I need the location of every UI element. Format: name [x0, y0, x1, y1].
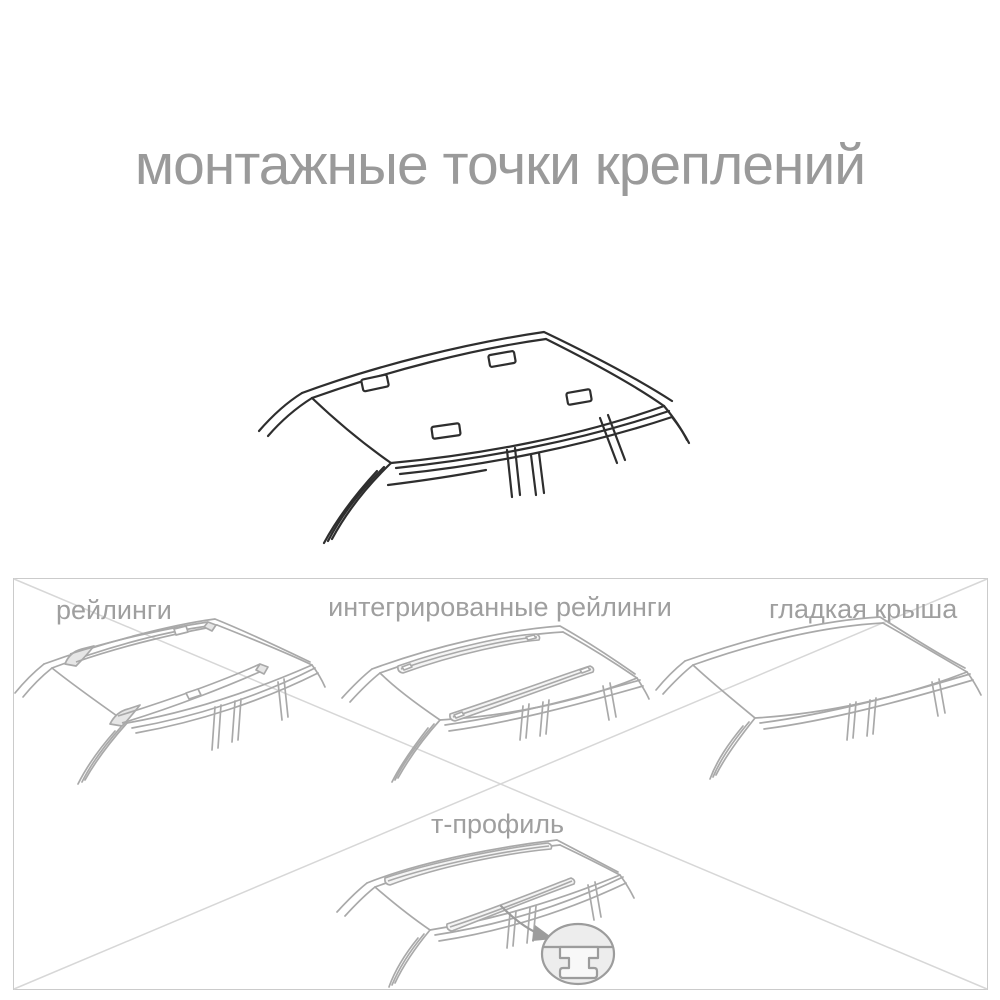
- t-profile-roof-icon: [305, 828, 695, 993]
- mount-point-front-left: [361, 374, 389, 391]
- mount-point-front-right: [431, 423, 460, 439]
- mount-point-rear-right: [566, 389, 592, 405]
- label-railings: рейлинги: [56, 595, 172, 625]
- mount-point-rear-left: [488, 351, 516, 367]
- label-t-profile: т-профиль: [431, 809, 565, 839]
- car-roof-mounting-points-drawing: [228, 327, 708, 572]
- raised-rails-roof-icon: [10, 612, 325, 807]
- smooth-roof-icon: [655, 610, 990, 785]
- label-smooth-roof: гладкая крыша: [769, 594, 958, 624]
- t-slot-cross-section: [542, 924, 614, 984]
- integrated-rails-roof-icon: [330, 618, 650, 803]
- page-title: монтажные точки креплений: [134, 133, 866, 197]
- label-integrated-railings: интегрированные рейлинги: [328, 592, 672, 622]
